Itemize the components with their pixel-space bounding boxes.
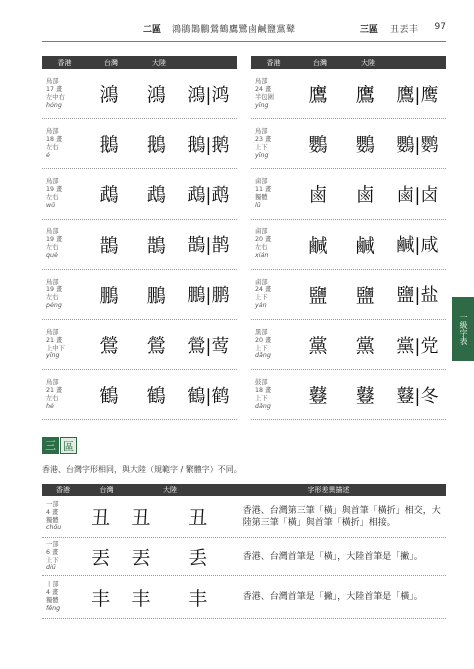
glyph-hk: 丑 <box>91 507 111 529</box>
radical: 鳥部 <box>46 328 59 336</box>
table-row <box>42 496 446 538</box>
table-row <box>42 69 237 119</box>
glyph-cn: 黨|党 <box>396 335 439 357</box>
structure: 左右 <box>46 193 59 201</box>
section-description: 香港、台灣字形相同，與大陸（規範字 / 繁體字）不同。 <box>42 465 242 474</box>
glyph-tw: 鶯 <box>146 335 166 358</box>
glyph-hk: 鼟 <box>308 385 328 408</box>
glyph-tw: 鵝 <box>146 134 166 157</box>
pinyin: wǔ <box>46 201 56 209</box>
glyph-hk: 鵝 <box>99 134 119 157</box>
stroke-count: 19 畫 <box>46 186 63 194</box>
glyph-cn: 丑 <box>188 507 208 529</box>
glyph-tw: 鵲 <box>146 234 166 257</box>
header-right-chars: 丑丟丰 <box>390 25 419 35</box>
char-info <box>42 581 80 613</box>
glyph-cn: 鹽|盐 <box>396 285 439 307</box>
char-info <box>251 279 294 311</box>
glyph-hk: 鶴 <box>99 385 119 408</box>
bottom-character-table <box>42 484 446 619</box>
radical: 鳥部 <box>255 127 268 135</box>
glyph-cn: 鸚|鹦 <box>396 134 439 156</box>
stroke-count: 20 畫 <box>255 236 272 244</box>
glyph-cn: 鹵|卤 <box>396 184 439 206</box>
table-row <box>251 220 446 270</box>
left-table-header <box>42 56 237 69</box>
structure: 半包圍 <box>255 93 274 101</box>
table-row <box>42 538 446 576</box>
stroke-count: 18 畫 <box>46 135 63 143</box>
char-info <box>42 379 85 411</box>
glyph-tw: 鵬 <box>146 284 166 307</box>
stroke-count: 17 畫 <box>46 85 63 93</box>
difference-description: 香港、台灣第三筆「橫」與首筆「橫折」相交，大陸第三筆「橫」與首筆「橫折」相接。 <box>242 505 441 528</box>
char-info <box>251 329 294 361</box>
page-number: 97 <box>434 22 446 32</box>
glyph-cn: 鷹|鹰 <box>396 84 439 106</box>
stroke-count: 24 畫 <box>255 85 272 93</box>
glyph-cn: 鶴|鹤 <box>187 385 230 407</box>
char-info <box>42 228 85 260</box>
right-table-header <box>251 56 446 69</box>
glyph-hk: 丰 <box>91 587 111 610</box>
glyph-tw: 鹵 <box>355 184 375 207</box>
glyph-cn: 鼟|冬 <box>396 385 439 407</box>
header-cn: 大陸 <box>163 486 177 494</box>
pinyin: yīng <box>255 101 269 109</box>
glyph-hk: 鷹 <box>308 84 328 107</box>
header-tw: 台灣 <box>99 486 114 494</box>
pinyin: fēng <box>46 604 61 612</box>
pinyin: é <box>46 151 50 159</box>
radical: 鳥部 <box>46 278 59 286</box>
radical: 鳥部 <box>46 228 59 236</box>
structure: 左右 <box>46 394 59 402</box>
stroke-count: 4 畫 <box>46 508 59 516</box>
glyph-hk: 鹹 <box>308 234 328 257</box>
page-header <box>0 22 474 38</box>
glyph-hk: 鹵 <box>308 184 328 207</box>
glyph-cn: 鵡|鹉 <box>187 184 230 206</box>
radical: 鳥部 <box>46 378 59 386</box>
radical: 鳥部 <box>46 77 59 85</box>
glyph-hk: 鴻 <box>99 84 119 107</box>
table-row <box>42 320 237 370</box>
glyph-tw: 丑 <box>131 507 151 529</box>
radical: 鹵部 <box>255 228 268 236</box>
table-row <box>251 119 446 169</box>
glyph-tw: 鷹 <box>355 84 375 107</box>
glyph-tw: 鹽 <box>355 284 375 307</box>
header-right-section: 三區 <box>360 25 379 35</box>
table-row <box>42 576 446 619</box>
char-info <box>251 379 294 411</box>
glyph-tw: 鶴 <box>146 385 166 408</box>
table-row <box>251 169 446 219</box>
structure: 上下 <box>255 143 268 151</box>
radical: 鹵部 <box>255 178 268 186</box>
structure: 左右 <box>255 244 268 252</box>
glyph-hk: 鵲 <box>99 234 119 257</box>
radical: 一部 <box>46 540 59 548</box>
pinyin: yán <box>255 302 267 310</box>
stroke-count: 6 畫 <box>46 548 59 556</box>
glyph-hk: 黨 <box>308 335 328 358</box>
stroke-count: 4 畫 <box>46 589 59 597</box>
pinyin: péng <box>46 302 62 310</box>
pinyin: chǒu <box>46 524 62 532</box>
char-info <box>42 128 85 160</box>
char-info <box>42 501 80 533</box>
glyph-hk: 鸚 <box>308 134 328 157</box>
structure: 獨體 <box>46 597 59 604</box>
pinyin: yīng <box>255 151 269 159</box>
pinyin: diū <box>46 564 56 572</box>
char-info <box>251 128 294 160</box>
pinyin: dǎng <box>255 402 271 410</box>
header-cn: 大陸 <box>152 58 166 67</box>
side-tab: 一級字表 <box>452 297 474 361</box>
char-info <box>251 228 294 260</box>
radical: 鳥部 <box>46 127 59 135</box>
left-character-table <box>42 56 237 420</box>
right-character-table <box>251 56 446 420</box>
radical: 鹵部 <box>255 278 268 286</box>
header-hk: 香港 <box>56 486 70 494</box>
stroke-count: 19 畫 <box>46 236 63 244</box>
pinyin: xián <box>255 252 269 260</box>
structure: 左右 <box>46 244 59 252</box>
difference-description: 香港、台灣首筆是「撇」，大陸首筆是「橫」。 <box>242 592 423 602</box>
glyph-tw: 鴻 <box>146 84 166 107</box>
section-box-label: 區 <box>60 437 77 454</box>
structure: 上下 <box>46 556 59 564</box>
difference-description: 香港、台灣首筆是「橫」，大陸首筆是「撇」。 <box>242 551 423 562</box>
section-box-number: 三 <box>42 437 59 454</box>
structure: 上下 <box>255 394 268 402</box>
char-info <box>42 329 85 361</box>
table-row <box>251 69 446 119</box>
table-row <box>42 270 237 320</box>
glyph-tw: 丰 <box>131 587 151 610</box>
radical: 鳥部 <box>255 77 268 85</box>
pinyin: lǔ <box>255 201 261 209</box>
bottom-table-header <box>42 484 446 496</box>
pinyin: dǎng <box>255 352 271 360</box>
header-left-section: 二區 <box>143 25 162 35</box>
structure: 左中右 <box>46 93 65 101</box>
pinyin: què <box>46 252 58 260</box>
radical: 鼓部 <box>255 378 268 386</box>
char-info <box>42 78 85 110</box>
glyph-tw: 黨 <box>355 335 375 358</box>
header-tw: 台灣 <box>104 58 118 67</box>
header-tw: 台灣 <box>313 58 327 67</box>
glyph-tw: 丟 <box>131 547 151 569</box>
header-hk: 香港 <box>266 58 281 67</box>
radical: 丨部 <box>46 581 59 589</box>
table-row <box>251 270 446 320</box>
glyph-cn: 鵬|鹏 <box>187 285 230 307</box>
header-desc: 字形差異描述 <box>307 486 350 494</box>
stroke-count: 23 畫 <box>255 135 272 143</box>
radical: 鳥部 <box>46 178 59 186</box>
glyph-tw: 鵡 <box>146 184 166 207</box>
header-divider <box>42 41 446 42</box>
structure: 獨體 <box>46 516 59 524</box>
stroke-count: 11 畫 <box>255 186 272 194</box>
glyph-hk: 丟 <box>91 547 111 569</box>
glyph-hk: 鶯 <box>99 335 119 358</box>
stroke-count: 21 畫 <box>46 336 63 344</box>
stroke-count: 20 畫 <box>255 336 272 344</box>
pinyin: yīng <box>46 352 60 360</box>
table-row <box>42 169 237 219</box>
structure: 左右 <box>46 294 59 302</box>
stroke-count: 19 畫 <box>46 286 63 294</box>
glyph-tw: 鸚 <box>355 134 375 157</box>
header-cn: 大陸 <box>361 58 375 67</box>
structure: 上下 <box>255 344 268 352</box>
structure: 獨體 <box>255 193 268 201</box>
glyph-cn: 鶯|莺 <box>187 335 230 357</box>
pinyin: hè <box>46 402 54 410</box>
glyph-cn: 丰 <box>188 587 208 610</box>
glyph-hk: 鵡 <box>99 184 119 207</box>
header-left-chars: 鴻鵑鵲鵬鶯鶴鷹鷺鹵鹹鹽黨鼙 <box>172 25 296 35</box>
stroke-count: 21 畫 <box>46 386 63 394</box>
stroke-count: 24 畫 <box>255 286 272 294</box>
header-hk: 香港 <box>57 58 72 67</box>
glyph-tw: 鼟 <box>355 385 375 408</box>
glyph-hk: 鵬 <box>99 284 119 307</box>
glyph-hk: 鹽 <box>308 284 328 307</box>
table-row <box>251 320 446 370</box>
radical: 一部 <box>46 500 59 508</box>
glyph-tw: 鹹 <box>355 234 375 257</box>
structure: 左右 <box>46 143 59 151</box>
glyph-cn: 丢 <box>188 547 208 569</box>
glyph-cn: 鹹|咸 <box>396 235 439 257</box>
glyph-cn: 鵝|鹅 <box>187 134 230 156</box>
char-info <box>251 178 294 210</box>
structure: 上中下 <box>46 344 65 352</box>
glyph-cn: 鵲|鹊 <box>187 235 230 257</box>
glyph-cn: 鴻|鸿 <box>187 84 230 106</box>
table-row <box>251 370 446 420</box>
radical: 黑部 <box>255 328 268 336</box>
section-title <box>42 437 77 454</box>
structure: 上下 <box>255 294 268 302</box>
table-row <box>42 119 237 169</box>
char-info <box>42 178 85 210</box>
stroke-count: 18 畫 <box>255 386 272 394</box>
char-info <box>42 279 85 311</box>
table-row <box>42 370 237 420</box>
table-row <box>42 220 237 270</box>
char-info <box>42 541 80 573</box>
char-info <box>251 78 294 110</box>
pinyin: hóng <box>46 101 62 109</box>
